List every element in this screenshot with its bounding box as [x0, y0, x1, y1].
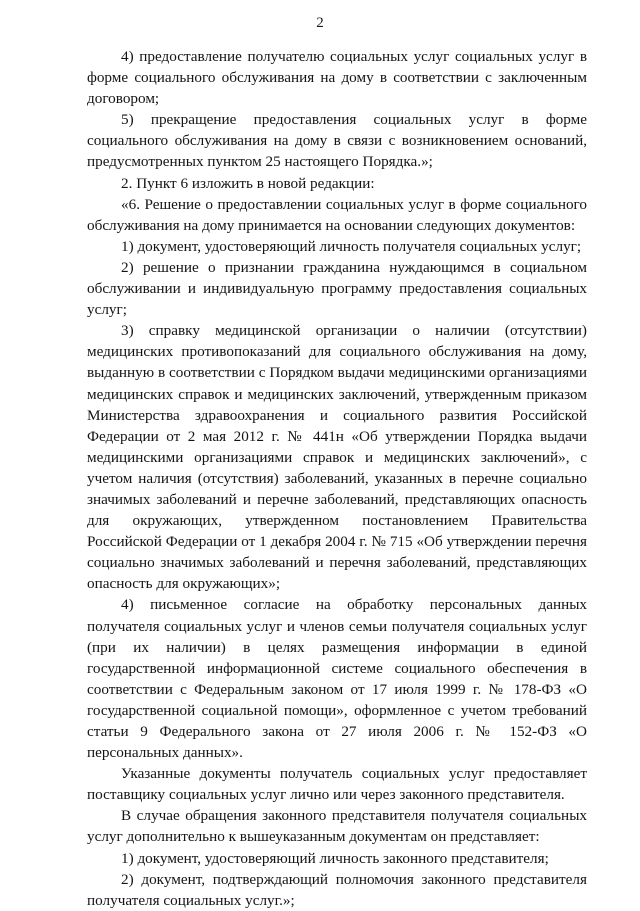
paragraph-clause-6: «6. Решение о предоставлении социальных услуг в форме социального обслуживания на дому принимается на основании следующих документов:	[87, 195, 587, 234]
paragraph-rep-doc-1: 1) документ, удостоверяющий личность законного представителя;	[121, 849, 549, 867]
page-number: 2	[316, 15, 324, 31]
paragraph-doc-2: 2) решение о признании гражданина нуждающимся в социальном обслуживании и индивидуальную программу предоставления социальных услуг;	[87, 258, 587, 319]
paragraph-item-5: 5) прекращение предоставления социальных услуг в форме социального обслуживания на дому в связи с возникновением оснований, предусмотренных пунктом 25 настоящего Порядка.»;	[87, 111, 587, 171]
paragraph-submission: Указанные документы получатель социальных услуг предоставляет поставщику социальных услуг лично или через законного представителя.	[87, 765, 587, 804]
paragraph-doc-1: 1) документ, удостоверяющий личность получателя социальных услуг;	[121, 237, 582, 255]
paragraph-rep-doc-2: 2) документ, подтверждающий полномочия законного представителя получателя социальных услуг.»;	[87, 870, 587, 909]
paragraph-doc-3: 3) справку медицинской организации о наличии (отсутствии) медицинских противопоказаний для социального обслуживания на дому, выданную в соответствии с Порядком выдачи медицинскими организациями медицинских справок и медицинских заключений, утвержденным приказом Министерства здравоохранения и социального развития Российской Федерации от 2 мая 2012 г. № 441н «Об утверждении Порядка выдачи медицинскими организациями справок и медицинских заключений», с учетом наличия (отсутствия) заболеваний, указанных в перечне социально значимых заболеваний и перечне заболеваний, представляющих опасность для окружающих, утвержденном постановлением Правительства Российской Федерации от 1 декабря 2004 г. № 715 «Об утверждении перечня социально значимых заболеваний и перечня заболеваний, представляющих опасность для окружающих»;	[87, 322, 587, 593]
paragraph-section-2: 2. Пункт 6 изложить в новой редакции:	[121, 174, 375, 192]
paragraph-item-4: 4) предоставление получателю социальных услуг социальных услуг в форме социального обслуживания на дому в соответствии с заключенным договором;	[87, 48, 587, 108]
paragraph-doc-4: 4) письменное согласие на обработку персональных данных получателя социальных услуг и членов семьи получателя социальных услуг (при их наличии) в целях размещения информации в единой государственной информационной системе социального обеспечения в соответствии с Федеральным законом от 17 июля 1999 г. № 178-ФЗ «О государственной социальной помощи», оформленное с учетом требований статьи 9 Федерального закона от 27 июля 2006 г. № 152-ФЗ «О персональных данных».	[87, 596, 587, 762]
document-body	[87, 46, 587, 911]
paragraph-representative: В случае обращения законного представителя получателя социальных услуг дополнительно к вышеуказанным документам он представляет:	[87, 807, 587, 846]
